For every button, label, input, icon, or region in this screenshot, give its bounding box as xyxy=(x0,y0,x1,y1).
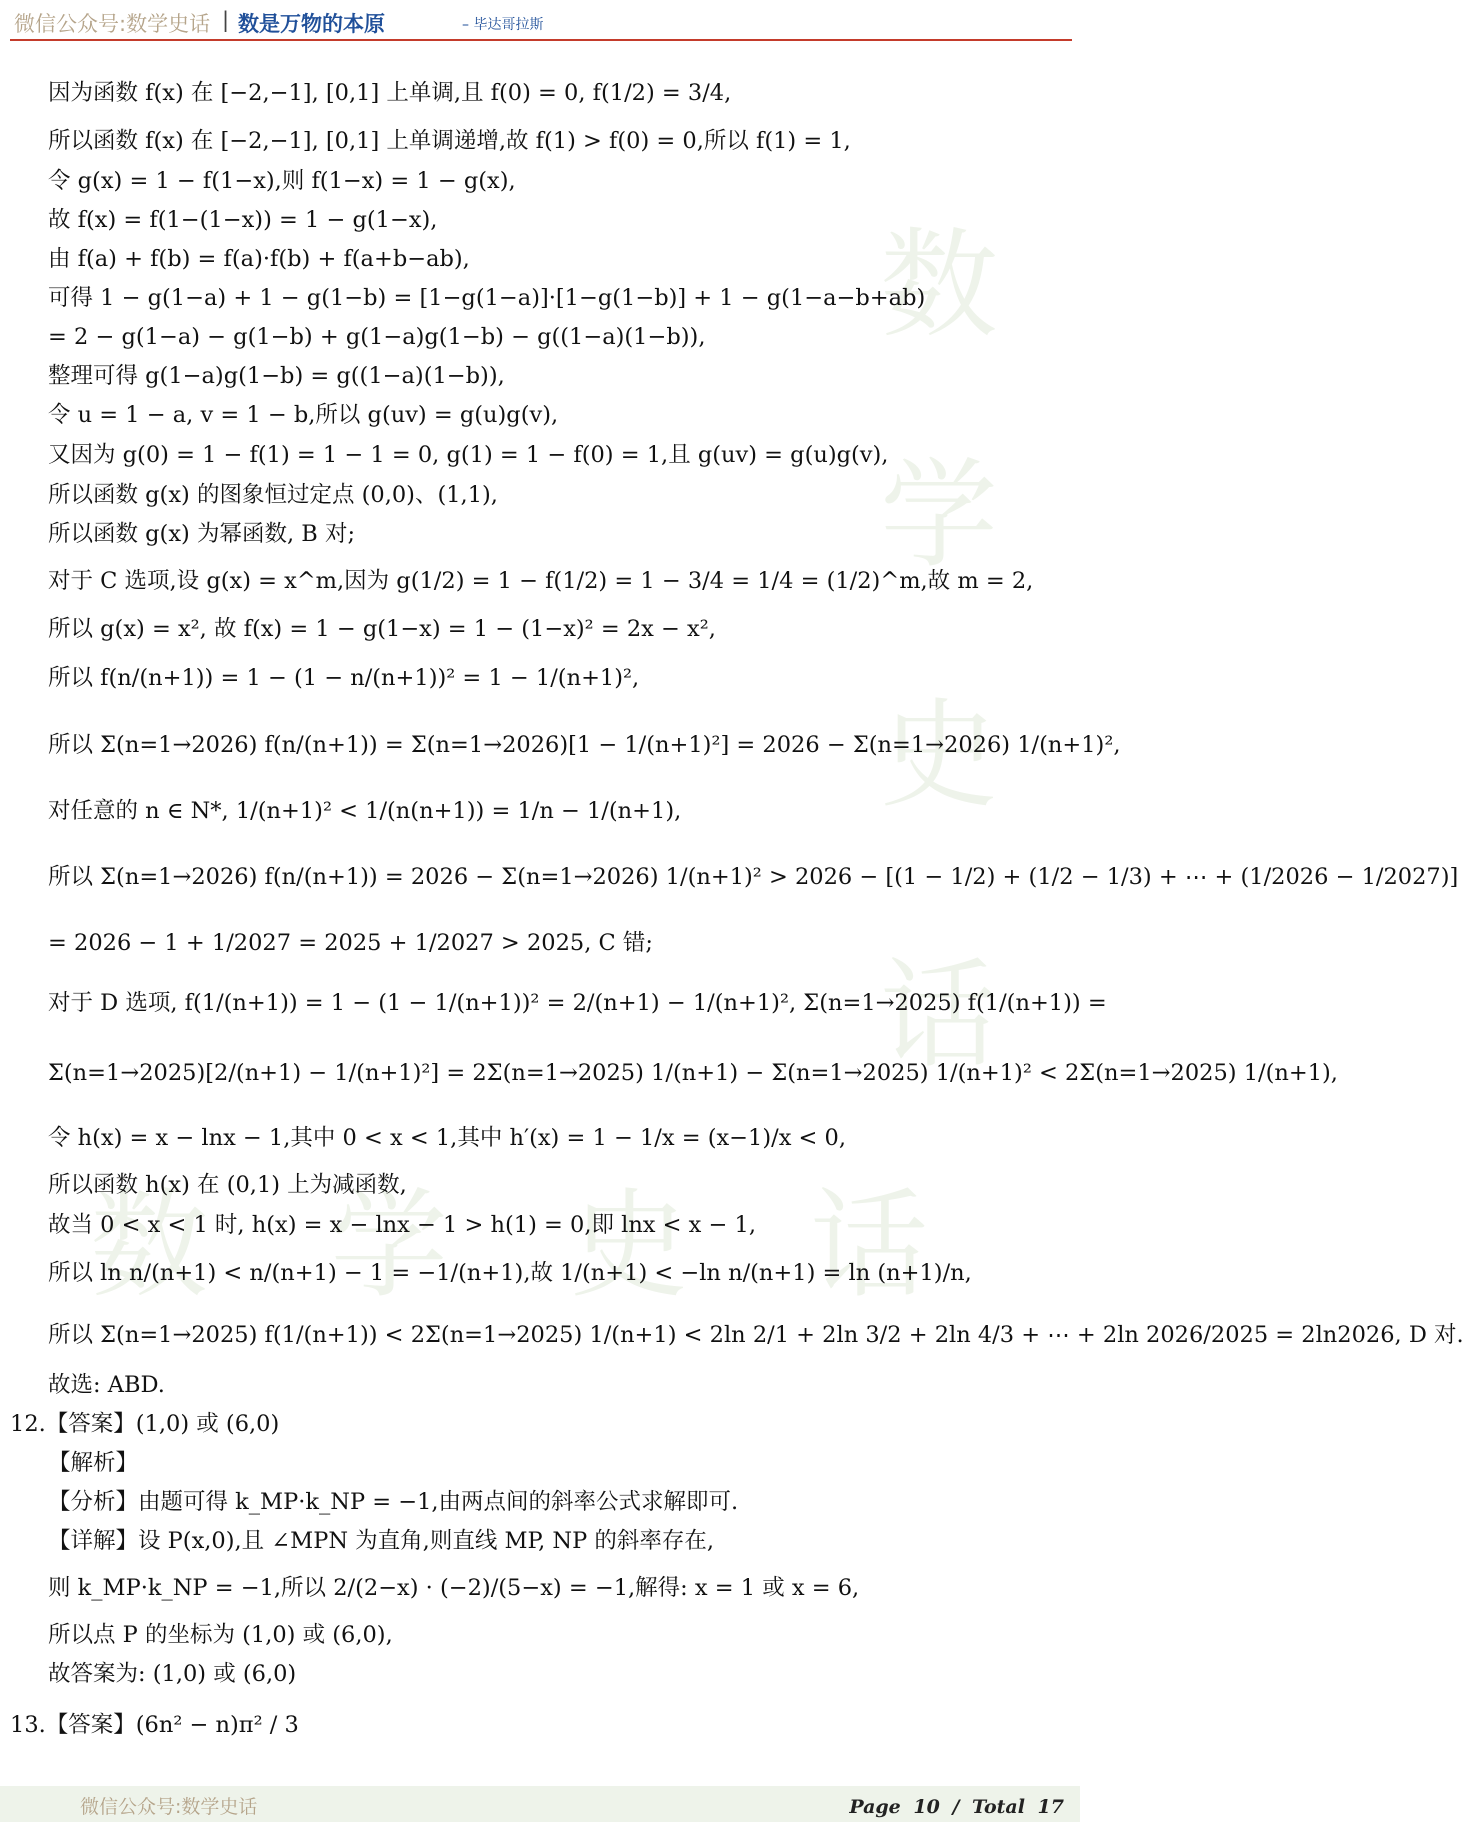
solution-line: 因为函数 f(x) 在 [−2,−1], [0,1] 上单调,且 f(0) = 0, f(1/2) = 3/4, xyxy=(48,80,732,106)
header-motto: 数是万物的本原 xyxy=(238,12,385,36)
answer-heading: 12.【答案】(1,0) 或 (6,0) xyxy=(10,1411,280,1437)
watermark-char: 数 xyxy=(90,1176,209,1314)
solution-line: 由 f(a) + f(b) = f(a)·f(b) + f(a+b−ab), xyxy=(48,246,470,272)
solution-line: 故当 0 < x < 1 时, h(x) = x − lnx − 1 > h(1) = 0,即 lnx < x − 1, xyxy=(48,1212,756,1238)
watermark-char: 史 xyxy=(570,1176,689,1314)
watermark-char: 史 xyxy=(880,686,999,824)
analysis-line: 【详解】设 P(x,0),且 ∠MPN 为直角,则直线 MP, NP 的斜率存在, xyxy=(48,1528,715,1554)
watermark-char: 数 xyxy=(880,216,999,354)
solution-line: 所以 Σ(n=1→2026) f(n/(n+1)) = 2026 − Σ(n=1→2026) 1/(n+1)² > 2026 − [(1 − 1/2) + (1/2 − 1/3) + ⋯ + (1/2026 − 1/2027)] xyxy=(48,864,1459,890)
solution-line: 所以函数 g(x) 为幂函数, B 对; xyxy=(48,521,356,547)
solution-line: 所以 Σ(n=1→2026) f(n/(n+1)) = Σ(n=1→2026)[1 − 1/(n+1)²] = 2026 − Σ(n=1→2026) 1/(n+1)², xyxy=(48,732,1121,758)
solution-line: 所以函数 f(x) 在 [−2,−1], [0,1] 上单调递增,故 f(1) > f(0) = 0,所以 f(1) = 1, xyxy=(48,128,851,154)
footer-brand: 微信公众号:数学史话 xyxy=(80,1796,258,1818)
solution-line: 所以 f(n/(n+1)) = 1 − (1 − n/(n+1))² = 1 − 1/(n+1)², xyxy=(48,665,640,691)
solution-line: 令 h(x) = x − lnx − 1,其中 0 < x < 1,其中 h′(x) = 1 − 1/x = (x−1)/x < 0, xyxy=(48,1125,847,1151)
solution-line: 对任意的 n ∈ N*, 1/(n+1)² < 1/(n(n+1)) = 1/n − 1/(n+1), xyxy=(48,798,682,824)
solution-line: 令 g(x) = 1 − f(1−x),则 f(1−x) = 1 − g(x), xyxy=(48,168,516,194)
solution-line: 又因为 g(0) = 1 − f(1) = 1 − 1 = 0, g(1) = 1 − f(0) = 1,且 g(uv) = g(u)g(v), xyxy=(48,442,889,468)
solution-line: 所以 Σ(n=1→2025) f(1/(n+1)) < 2Σ(n=1→2025) 1/(n+1) < 2ln 2/1 + 2ln 3/2 + 2ln 4/3 + ⋯ + 2ln 2026/2025 = 2ln2026, D 对. xyxy=(48,1322,1464,1348)
solution-line: 对于 C 选项,设 g(x) = x^m,因为 g(1/2) = 1 − f(1/2) = 1 − 3/4 = 1/4 = (1/2)^m,故 m = 2, xyxy=(48,568,1034,594)
analysis-line: 【分析】由题可得 k_MP·k_NP = −1,由两点间的斜率公式求解即可. xyxy=(48,1489,739,1515)
solution-line: 所以 ln n/(n+1) < n/(n+1) − 1 = −1/(n+1),故 1/(n+1) < −ln n/(n+1) = ln (n+1)/n, xyxy=(48,1260,972,1286)
solution-line: = 2026 − 1 + 1/2027 = 2025 + 1/2027 > 2025, C 错; xyxy=(48,930,653,956)
solution-line: 故 f(x) = f(1−(1−x)) = 1 − g(1−x), xyxy=(48,207,438,233)
solution-line: 对于 D 选项, f(1/(n+1)) = 1 − (1 − 1/(n+1))² = 2/(n+1) − 1/(n+1)², Σ(n=1→2025) f(1/(n+1)) = xyxy=(48,990,1107,1016)
solution-line: 整理可得 g(1−a)g(1−b) = g((1−a)(1−b)), xyxy=(48,363,505,389)
page-indicator: Page 10 / Total 17 xyxy=(849,1796,1064,1818)
analysis-line: 则 k_MP·k_NP = −1,所以 2/(2−x) · (−2)/(5−x) = −1,解得: x = 1 或 x = 6, xyxy=(48,1575,860,1601)
analysis-line: 所以点 P 的坐标为 (1,0) 或 (6,0), xyxy=(48,1622,393,1648)
solution-line: = 2 − g(1−a) − g(1−b) + g(1−a)g(1−b) − g((1−a)(1−b)), xyxy=(48,324,706,350)
solution-line: 所以函数 g(x) 的图象恒过定点 (0,0)、(1,1), xyxy=(48,482,498,508)
solution-line: 所以函数 h(x) 在 (0,1) 上为减函数, xyxy=(48,1172,407,1198)
solution-line: 可得 1 − g(1−a) + 1 − g(1−b) = [1−g(1−a)]·[1−g(1−b)] + 1 − g(1−a−b+ab) xyxy=(48,285,926,311)
solution-line: 令 u = 1 − a, v = 1 − b,所以 g(uv) = g(u)g(v), xyxy=(48,402,559,428)
answer-heading: 13.【答案】(6n² − n)π² / 3 xyxy=(10,1712,299,1738)
solution-line: 故选: ABD. xyxy=(48,1372,165,1398)
solution-line: Σ(n=1→2025)[2/(n+1) − 1/(n+1)²] = 2Σ(n=1→2025) 1/(n+1) − Σ(n=1→2025) 1/(n+1)² < 2Σ(n=1→2025) 1/(n+1), xyxy=(48,1060,1338,1086)
analysis-label: 【解析】 xyxy=(48,1450,139,1476)
solution-line: 所以 g(x) = x², 故 f(x) = 1 − g(1−x) = 1 − (1−x)² = 2x − x², xyxy=(48,616,716,642)
watermark-char: 学 xyxy=(330,1176,449,1314)
header-attribution: – 毕达哥拉斯 xyxy=(462,17,544,33)
watermark-char: 话 xyxy=(810,1176,929,1314)
analysis-line: 故答案为: (1,0) 或 (6,0) xyxy=(48,1661,297,1687)
header-separator: | xyxy=(222,8,230,32)
header-brand: 微信公众号:数学史话 xyxy=(14,12,211,36)
watermark-char: 话 xyxy=(880,946,999,1084)
watermark-char: 学 xyxy=(880,446,999,584)
